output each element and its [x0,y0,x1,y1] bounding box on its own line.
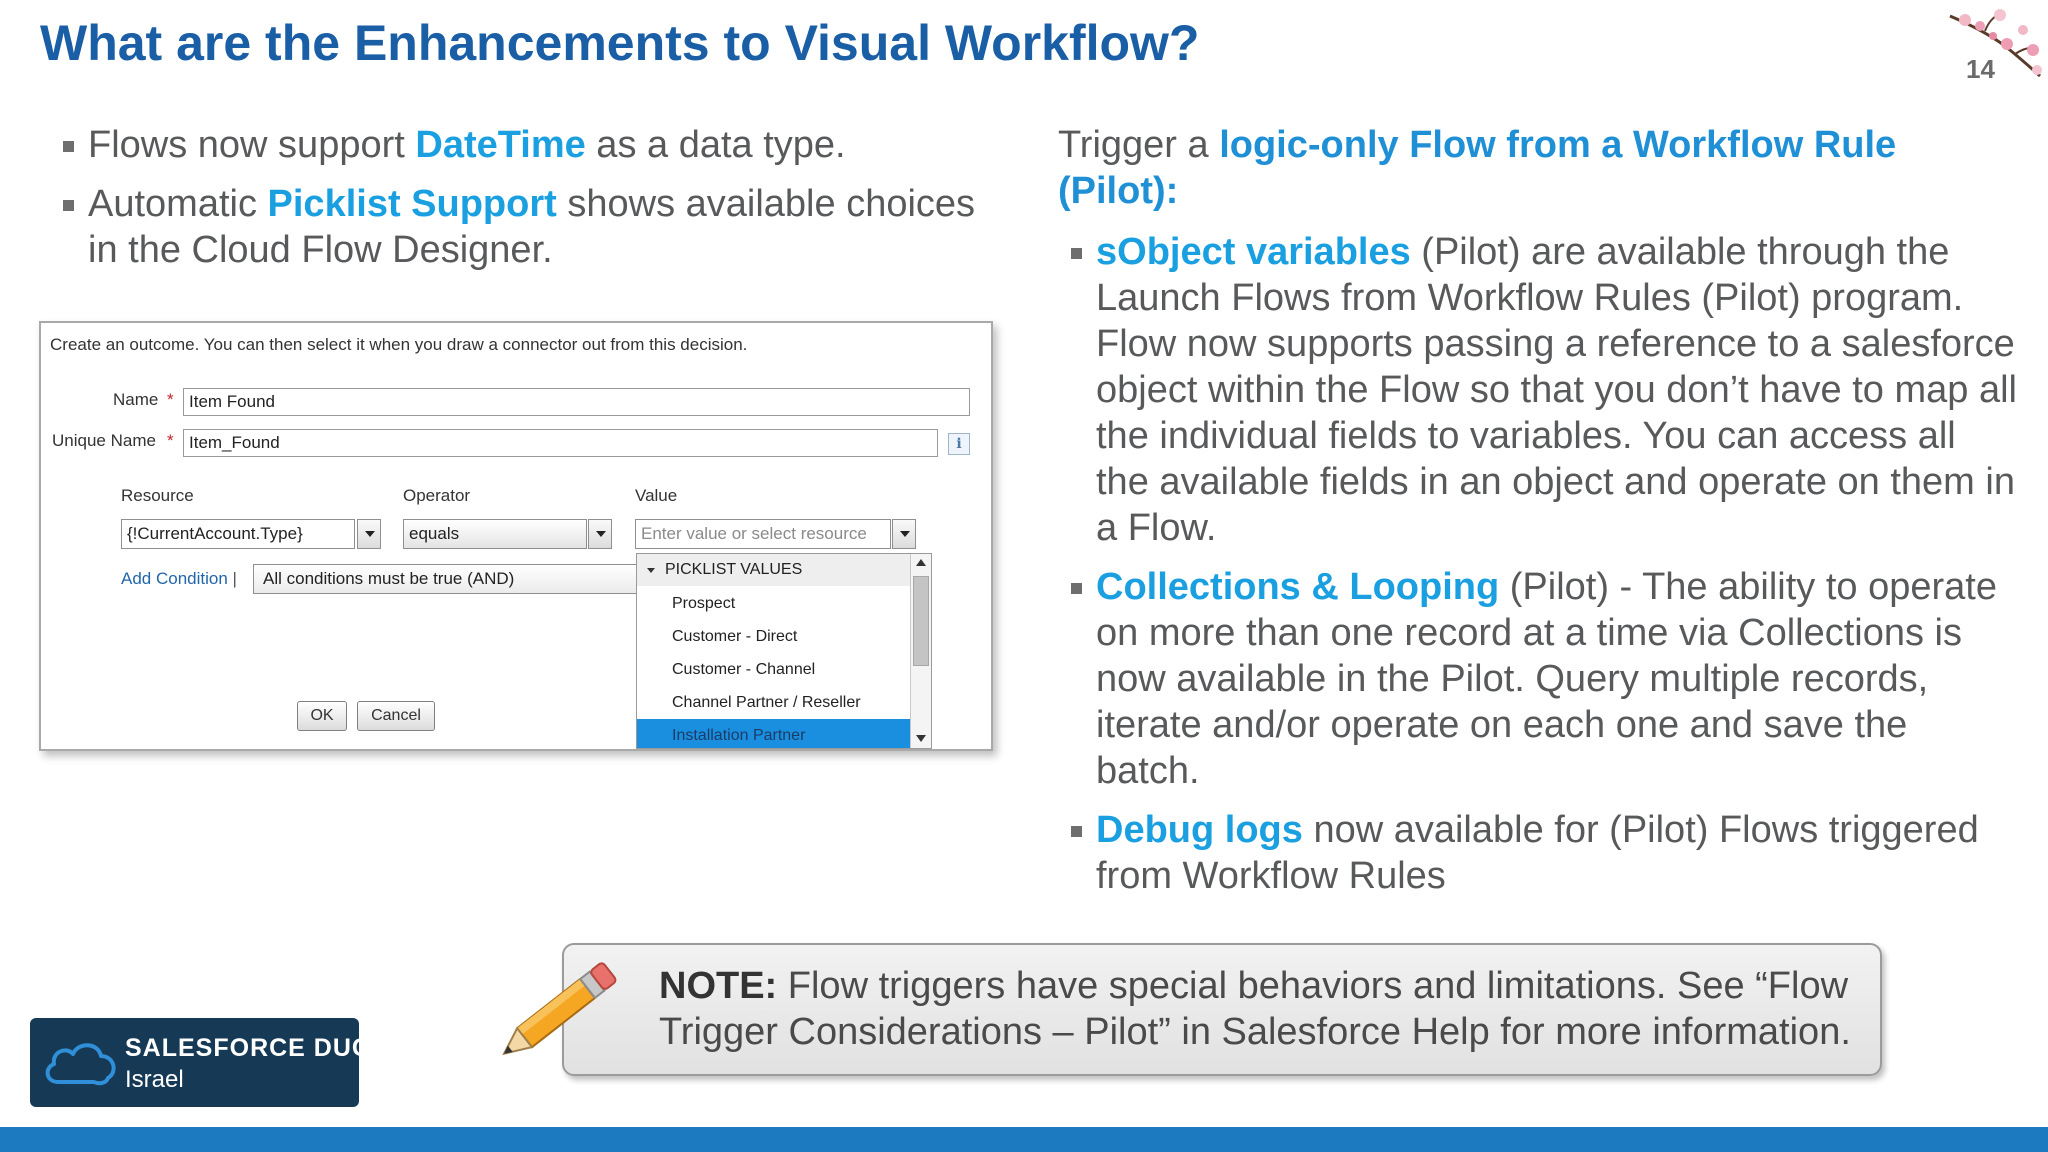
bullet-collections-looping: Collections & Looping (Pilot) - The ability to operate on more than one record at a time via Collections is now available in the Pilot. Query multiple records, iterate and/or operate on each one and save the batch. [1058,564,2018,794]
value-label: Value [635,486,678,505]
footer-bar [0,1127,2048,1152]
salesforce-dug-logo [30,1018,373,1107]
note-box [562,943,1882,1076]
cloud-icon [40,1034,120,1092]
info-icon[interactable]: i [948,433,970,455]
chevron-down-icon[interactable] [588,519,612,549]
slide-title: What are the Enhancements to Visual Workflow? [40,15,1200,71]
logo-subtitle: Israel [125,1066,184,1093]
name-label: Name [113,390,159,409]
name-input[interactable]: Item Found [183,388,970,416]
highlight-sobject-variables: sObject variables [1096,231,1411,273]
value-input[interactable]: Enter value or select resource [635,519,891,549]
left-bullet-list [50,122,1010,286]
bullet-debug-logs: Debug logs now available for (Pilot) Flows triggered from Workflow Rules [1058,807,2018,899]
scroll-up-icon[interactable] [913,555,929,571]
outcome-dialog [39,321,993,751]
add-condition-link[interactable]: Add Condition | [121,569,237,588]
unique-name-label: Unique Name [52,431,156,450]
required-asterisk: * [167,431,174,450]
highlight-picklist-support: Picklist Support [267,183,557,225]
note-text: NOTE: Flow triggers have special behaviors and limitations. See “Flow Trigger Considerations – Pilot” in Salesforce Help for more information. [659,965,1851,1053]
cherry-blossom-icon [1945,6,2045,86]
picklist-item-customer-channel[interactable]: Customer - Channel [672,661,816,678]
chevron-down-icon[interactable] [357,519,381,549]
trigger-heading: Trigger a logic-only Flow from a Workflow Rule (Pilot): [1058,124,1897,212]
note-label: NOTE: [659,965,778,1007]
highlight-datetime: DateTime [415,124,586,166]
condition-logic-select[interactable]: All conditions must be true (AND) [253,564,673,594]
cancel-button[interactable]: Cancel [357,701,435,731]
resource-select[interactable]: {!CurrentAccount.Type} [121,519,355,549]
scroll-thumb[interactable] [913,576,929,666]
picklist-item-installation-partner[interactable]: Installation Partner [637,719,910,749]
picklist-item-customer-direct[interactable]: Customer - Direct [672,628,798,645]
operator-label: Operator [403,486,471,505]
picklist-values-header[interactable]: PICKLIST VALUES [637,554,910,586]
ok-button[interactable]: OK [297,701,347,731]
picklist-item-channel-partner[interactable]: Channel Partner / Reseller [672,694,861,711]
right-bullet-list [1058,229,2018,912]
page-number: 14 [1966,54,1995,84]
bullet-datetime: Flows now support DateTime as a data type. [50,122,1010,168]
highlight-logic-only-flow: logic-only Flow from a Workflow Rule (Pilot): [1058,124,1897,212]
resource-label: Resource [121,486,194,505]
unique-name-input[interactable]: Item_Found [183,429,938,457]
bullet-picklist-support: Automatic Picklist Support shows available choices in the Cloud Flow Designer. [50,181,1010,273]
highlight-debug-logs: Debug logs [1096,809,1303,851]
picklist-scrollbar[interactable] [910,554,932,748]
picklist-item-prospect[interactable]: Prospect [672,595,736,612]
chevron-down-icon[interactable] [892,519,916,549]
bullet-sobject-variables: sObject variables (Pilot) are available through the Launch Flows from Workflow Rules (Pilot) program. Flow now supports passing a reference to a salesforce object within the Flow so that you don’t have to map all the individual fields to variables. You can access all the available fields in an object and operate on them in a Flow. [1058,229,2018,551]
required-asterisk: * [167,390,174,409]
operator-select[interactable]: equals [403,519,587,549]
logo-title: SALESFORCE DUG [125,1034,373,1062]
dialog-intro-text: Create an outcome. You can then select it when you draw a connector out from this decision. [50,335,748,354]
pencil-icon [485,950,635,1070]
highlight-collections-looping: Collections & Looping [1096,566,1500,608]
picklist-dropdown [636,553,932,749]
scroll-down-icon[interactable] [913,730,929,746]
